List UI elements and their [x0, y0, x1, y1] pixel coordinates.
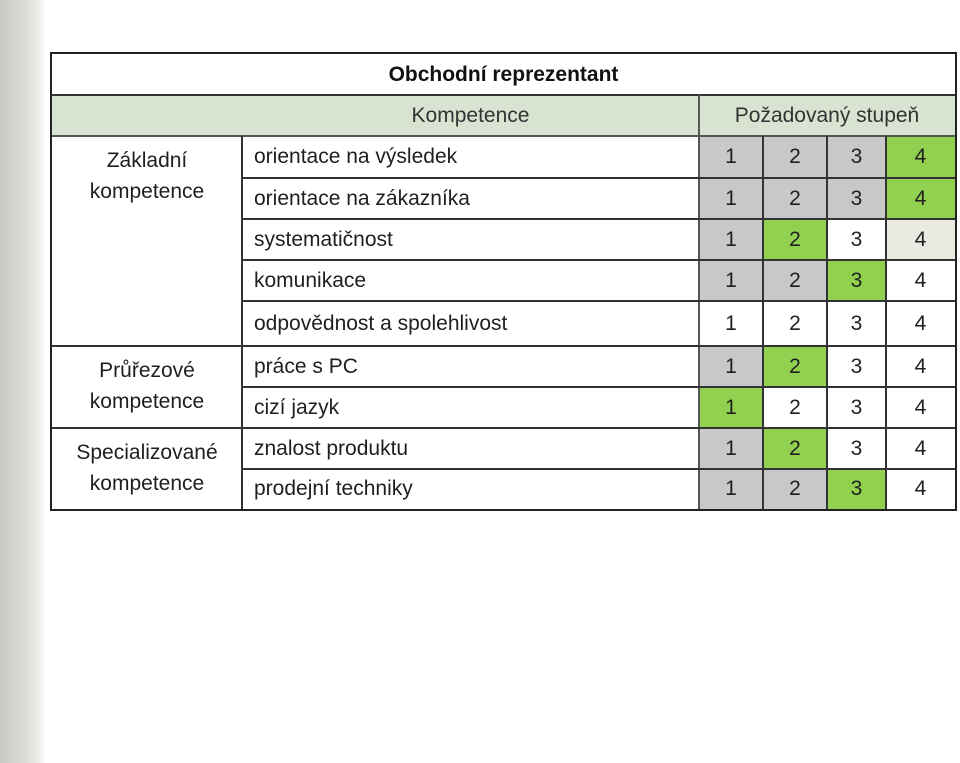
level-cell: 3 [827, 136, 886, 178]
row-divider [242, 468, 955, 470]
group-basic-line1: Základní [106, 149, 188, 172]
level-cell: 3 [850, 395, 863, 419]
level-cell: 3 [850, 227, 863, 251]
level-cell: 3 [827, 469, 886, 509]
level-cell: 4 [886, 219, 955, 260]
competence-name: cizí jazyk [254, 395, 340, 419]
level-cell: 3 [850, 354, 863, 378]
level-cell: 2 [763, 260, 827, 301]
group-basic [52, 136, 242, 346]
level-cell: 4 [914, 395, 927, 419]
level-cell: 2 [789, 311, 801, 335]
table-title: Obchodní reprezentant [52, 54, 955, 95]
column-divider [762, 136, 764, 509]
group-crosscutting [52, 346, 242, 428]
level-cell: 4 [914, 477, 927, 500]
level-cell: 2 [763, 469, 827, 509]
row-divider [242, 259, 955, 261]
divider [52, 345, 242, 347]
level-cell: 1 [699, 387, 763, 428]
level-cell: 3 [850, 436, 863, 460]
level-cell: 1 [699, 219, 763, 260]
level-cell: 2 [763, 346, 827, 387]
row-divider [242, 300, 955, 302]
level-cell: 3 [827, 260, 886, 301]
level-cell: 2 [789, 395, 801, 419]
level-cell: 2 [763, 428, 827, 469]
competence-name: práce s PC [254, 354, 358, 378]
level-cell: 4 [914, 436, 927, 460]
group-specialized-line1: Specializované [76, 441, 218, 464]
level-cell: 2 [763, 136, 827, 178]
row-divider [242, 345, 955, 347]
divider [698, 95, 700, 509]
group-crosscutting-line1: Průřezové [99, 359, 195, 382]
level-cell: 1 [699, 178, 763, 219]
level-cell: 1 [699, 346, 763, 387]
level-cell: 1 [699, 260, 763, 301]
row-divider [242, 177, 955, 179]
level-cell: 4 [914, 354, 927, 378]
level-cell: 1 [699, 428, 763, 469]
row-divider [242, 218, 955, 220]
row-divider [242, 427, 955, 429]
competence-name: komunikace [254, 268, 367, 292]
level-cell: 3 [827, 178, 886, 219]
row-divider [242, 386, 955, 388]
divider [52, 427, 242, 429]
level-cell: 2 [763, 178, 827, 219]
competence-name: znalost produktu [254, 436, 409, 460]
competence-name: systematičnost [254, 227, 393, 251]
level-cell: 4 [914, 311, 927, 335]
side-shade [0, 0, 46, 763]
group-specialized-line2: kompetence [89, 472, 205, 495]
divider [241, 136, 243, 509]
divider [52, 135, 955, 137]
header-blank [52, 95, 242, 136]
group-crosscutting-line2: kompetence [89, 390, 205, 413]
level-cell: 2 [763, 219, 827, 260]
divider [52, 94, 955, 96]
competence-name: odpovědnost a spolehlivost [254, 311, 508, 335]
column-divider [885, 136, 887, 509]
competence-name: orientace na výsledek [254, 145, 458, 168]
header-required-level: Požadovaný stupeň [699, 95, 955, 136]
group-specialized [52, 428, 242, 509]
level-cell: 4 [886, 178, 955, 219]
competence-table [50, 52, 957, 511]
level-cell: 3 [850, 311, 863, 335]
competence-name: orientace na zákazníka [254, 186, 470, 210]
competence-name: prodejní techniky [254, 477, 413, 500]
header-competence: Kompetence [242, 95, 699, 136]
level-cell: 1 [725, 311, 737, 335]
level-cell: 4 [886, 136, 955, 178]
level-cell: 1 [699, 469, 763, 509]
level-cell: 4 [914, 268, 927, 292]
level-cell: 1 [699, 136, 763, 178]
group-basic-line2: kompetence [89, 180, 205, 203]
column-divider [826, 136, 828, 509]
